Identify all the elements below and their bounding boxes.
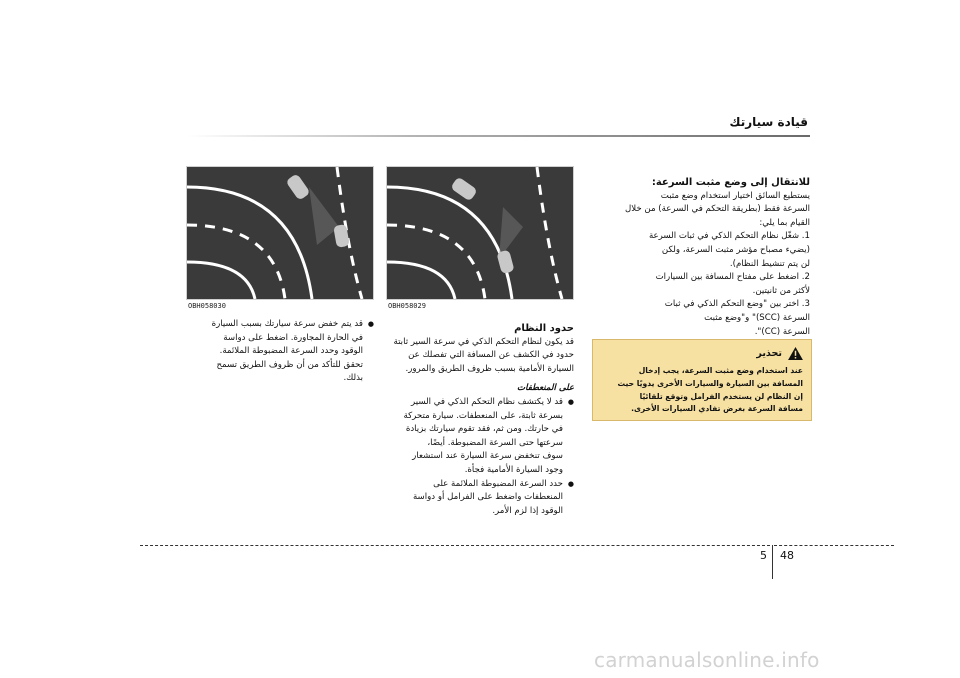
warning-box — [592, 339, 812, 421]
watermark: carmanualsonline.info — [594, 648, 820, 672]
figure-code: OBH058030 — [188, 302, 226, 310]
body-line: سوف تنخفض سرعة السيارة عند استشعار — [412, 451, 563, 462]
body-line: السرعة (CC)". — [754, 326, 810, 337]
body-line: بسرعة ثابتة، على المنعطفات. سيارة متحركة — [403, 410, 563, 421]
subheading-curves: على المنعطفات — [517, 383, 574, 394]
warning-line: عند استخدام وضع مثبت السرعة، يجب إدخال — [638, 366, 803, 375]
bullet-adjacent-lane — [186, 318, 374, 386]
heading-system-limits: حدود النظام — [514, 323, 574, 334]
left-column — [186, 318, 374, 386]
body-line: ● حدد السرعة المضبوطة الملائمة على — [433, 478, 563, 489]
footer-rule — [140, 545, 770, 546]
step-3: 3. اختر بين "وضع التحكم الذكي في ثبات — [664, 299, 810, 310]
footer-separator — [772, 545, 773, 579]
body-line: في حارتك. ومن ثم، فقد تقوم سيارتك بزيادة — [405, 424, 563, 435]
step-2: 2. اضغط على مفتاح المسافة بين السيارات — [655, 272, 810, 283]
heading-switch-mode: للانتقال إلى وضع مثبت السرعة: — [651, 177, 810, 188]
chapter-number: 5 — [760, 549, 767, 562]
warning-line: مسافة السرعة بغرض تفادي السيارات الأخرى. — [631, 404, 803, 414]
body-line: سرعتها حتى السرعة المضبوطة. أيضًا، — [427, 437, 563, 448]
warning-text — [599, 365, 803, 416]
footer-rule — [774, 545, 894, 546]
body-line: القيام بما يلي: — [759, 217, 810, 228]
body-line: تحقق للتأكد من أن ظروف الطريق تسمح — [216, 359, 363, 370]
road-illustration — [387, 167, 573, 299]
middle-column — [386, 322, 574, 518]
page-number: 48 — [780, 549, 794, 562]
warning-line: المسافة بين السيارة والسيارات الأخرى يدويًا حيث — [617, 378, 803, 388]
figure-code: OBH058029 — [388, 302, 426, 310]
body-line: (يضيء مصباح مؤشر مثبت السرعة، ولكن — [661, 244, 810, 255]
figure-curve-same-lane — [386, 166, 574, 300]
figure-curve-adjacent-lane — [186, 166, 374, 300]
bullet-curves-detection — [386, 396, 574, 478]
bullet-set-speed — [386, 478, 574, 519]
body-line: وجود السيارة الأمامية فجأة. — [464, 464, 563, 475]
body-line: ● قد لا يكتشف نظام التحكم الذكي في السير — [411, 396, 563, 407]
right-column — [592, 176, 810, 339]
body-line: في الحارة المجاورة. اضغط على دواسة — [223, 332, 363, 343]
body-line: لن يتم تنشيط النظام). — [729, 258, 810, 269]
body-line: قد يكون لنظام التحكم الذكي في سرعة السير ثابتة — [393, 336, 574, 347]
body-line: ● قد يتم خفض سرعة سيارتك بسبب السيارة — [211, 319, 363, 329]
body-line: يستطيع السائق اختيار استخدام وضع مثبت — [660, 190, 810, 201]
warning-title: تحذير — [756, 348, 782, 359]
body-line: المنعطفات واضغط على الفرامل أو دواسة — [412, 492, 563, 503]
body-line: بذلك. — [343, 373, 363, 384]
warning-line: إن النظام لن يستخدم الفرامل وتوقع تلقائيًا — [639, 391, 803, 401]
body-line: حدود في الكشف عن المسافة التي تفصلك عن — [408, 350, 574, 361]
body-line: لأكثر من ثانيتين. — [752, 285, 810, 296]
warning-triangle-icon — [788, 347, 803, 360]
body-line: السرعة فقط (بطريقة التحكم في السرعة) من خلال — [625, 204, 810, 215]
warning-header — [756, 347, 803, 360]
road-illustration — [187, 167, 373, 299]
body-line: السرعة (SCC)" و"وضع مثبت — [704, 312, 810, 323]
section-title: قيادة سيارتك — [729, 115, 808, 129]
body-line: الوقود وحدد السرعة المضبوطة الملائمة. — [219, 346, 363, 357]
header-rule — [188, 135, 810, 137]
body-line: السيارة الأمامية بسبب ظروف الطريق والمرور. — [405, 363, 574, 374]
body-line: الوقود إذا لزم الأمر. — [492, 505, 563, 516]
step-1: 1. شغّل نظام التحكم الذكي في ثبات السرعة — [648, 231, 810, 242]
